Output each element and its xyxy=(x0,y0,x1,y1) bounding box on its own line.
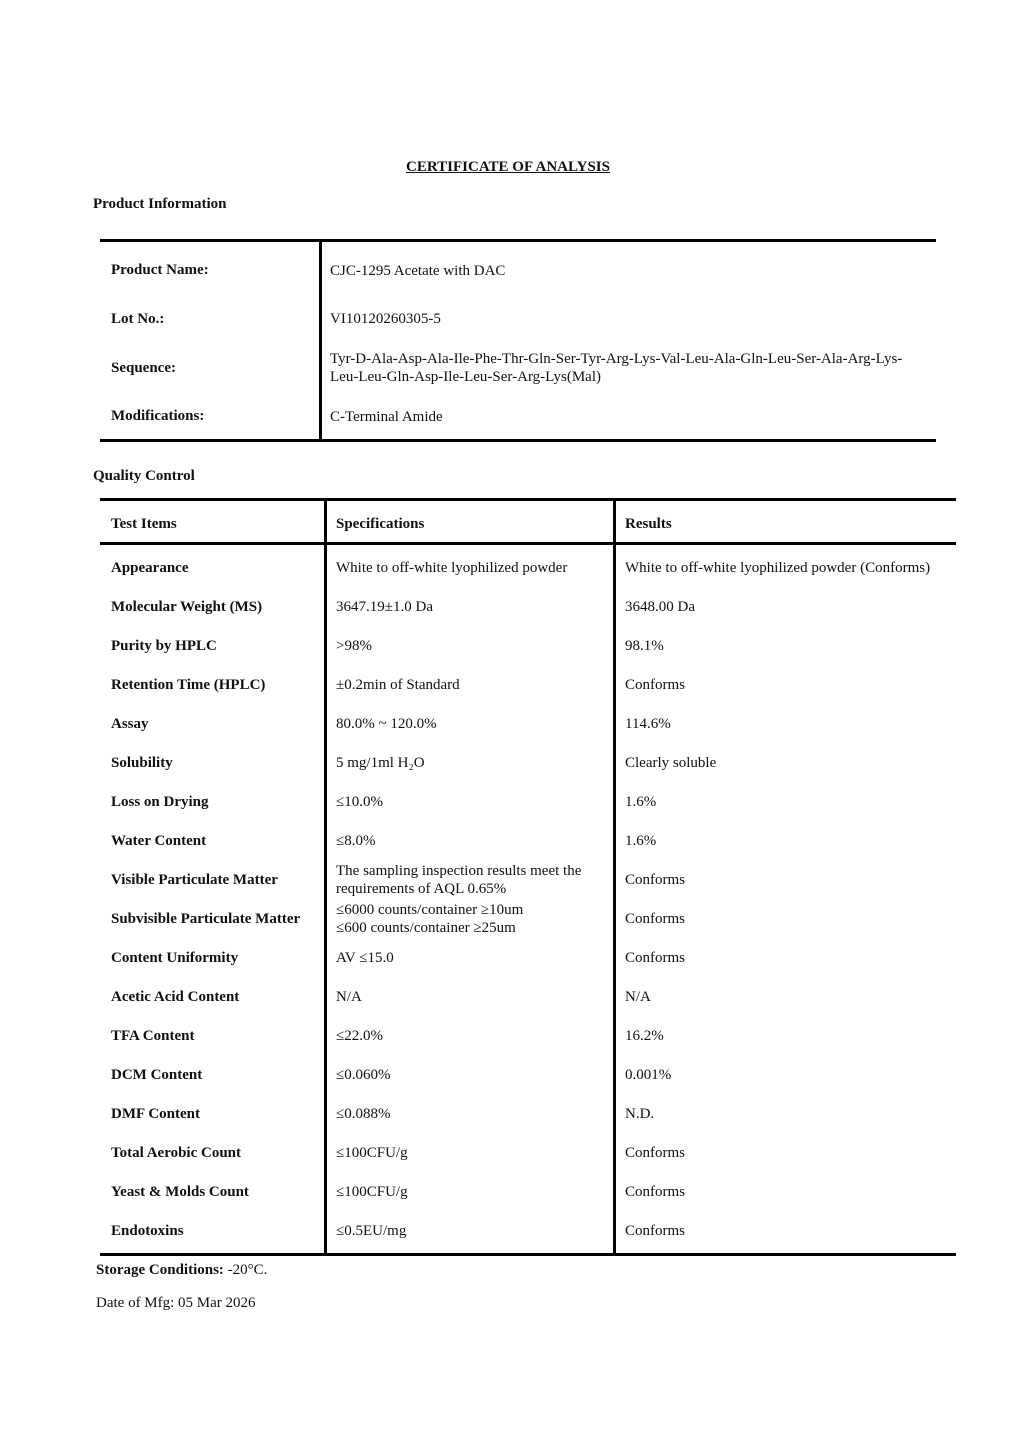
table-row xyxy=(100,665,956,704)
test-item-cell: Water Content xyxy=(111,832,207,849)
specification-cell: >98% xyxy=(336,637,372,654)
product-information-table xyxy=(100,239,936,442)
result-cell: Conforms xyxy=(625,910,685,927)
specification-cell: 80.0% ~ 120.0% xyxy=(336,715,437,732)
specification-cell: ≤0.088% xyxy=(336,1105,391,1122)
result-cell: N/A xyxy=(625,988,651,1005)
document-title: CERTIFICATE OF ANALYSIS xyxy=(406,159,610,175)
table-row xyxy=(100,1055,956,1094)
result-cell: Conforms xyxy=(625,676,685,693)
storage-label: Storage Conditions: xyxy=(96,1262,224,1278)
result-cell: Conforms xyxy=(625,871,685,888)
test-item-cell: Solubility xyxy=(111,754,173,771)
specification-cell: ≤100CFU/g xyxy=(336,1144,408,1161)
test-item-cell: Total Aerobic Count xyxy=(111,1144,242,1161)
test-item-cell: Endotoxins xyxy=(111,1222,184,1239)
test-item-cell: Acetic Acid Content xyxy=(111,988,240,1005)
table-row xyxy=(100,1211,956,1250)
table-row xyxy=(100,782,956,821)
specification-cell: ±0.2min of Standard xyxy=(336,676,460,693)
test-item-cell: Loss on Drying xyxy=(111,793,209,810)
test-item-cell: DMF Content xyxy=(111,1105,201,1122)
test-item-cell: DCM Content xyxy=(111,1066,203,1083)
info-label: Sequence: xyxy=(111,360,176,376)
specification-cell: ≤22.0% xyxy=(336,1027,383,1044)
specification-cell: White to off-white lyophilized powder xyxy=(336,559,568,576)
info-label: Modifications: xyxy=(111,408,205,424)
column-header-test-items: Test Items xyxy=(111,516,177,532)
specification-cell: ≤6000 counts/container ≥10um ≤600 counts/container ≥25um xyxy=(336,901,524,936)
result-cell: Conforms xyxy=(625,1183,685,1200)
specification-cell: 5 mg/1ml H₂O xyxy=(336,754,425,771)
test-item-cell: Subvisible Particulate Matter xyxy=(111,910,301,927)
specification-cell: ≤100CFU/g xyxy=(336,1183,408,1200)
test-item-cell: Molecular Weight (MS) xyxy=(111,598,263,615)
result-cell: 3648.00 Da xyxy=(625,598,695,615)
table-row xyxy=(100,1016,956,1055)
specification-cell: ≤0.060% xyxy=(336,1066,391,1083)
test-item-cell: Purity by HPLC xyxy=(111,637,217,654)
info-label: Product Name: xyxy=(111,262,209,278)
test-item-cell: Content Uniformity xyxy=(111,949,239,966)
table-row xyxy=(100,1133,956,1172)
result-cell: 98.1% xyxy=(625,637,664,654)
specification-cell: 3647.19±1.0 Da xyxy=(336,598,433,615)
table-row xyxy=(100,899,956,938)
test-item-cell: Yeast & Molds Count xyxy=(111,1183,249,1200)
table-row xyxy=(100,548,956,587)
test-item-cell: Retention Time (HPLC) xyxy=(111,676,266,693)
storage-value: -20°C. xyxy=(223,1262,268,1278)
result-cell: 16.2% xyxy=(625,1027,664,1044)
table-row xyxy=(100,743,956,782)
info-value: VI10120260305-5 xyxy=(330,311,441,327)
result-cell: 114.6% xyxy=(625,715,671,732)
result-cell: N.D. xyxy=(625,1105,655,1122)
info-value: CJC-1295 Acetate with DAC xyxy=(330,263,506,279)
table-row xyxy=(100,1094,956,1133)
test-item-cell: Appearance xyxy=(111,559,189,576)
column-header-specifications: Specifications xyxy=(336,516,425,532)
specification-cell: AV ≤15.0 xyxy=(336,949,394,966)
storage-conditions xyxy=(96,1262,267,1279)
quality-control-heading: Quality Control xyxy=(93,468,195,484)
info-value: C-Terminal Amide xyxy=(330,409,443,425)
product-information-heading: Product Information xyxy=(93,196,227,212)
info-label: Lot No.: xyxy=(111,311,165,327)
test-item-cell: Visible Particulate Matter xyxy=(111,871,278,888)
result-cell: Clearly soluble xyxy=(625,754,717,771)
specification-cell: ≤0.5EU/mg xyxy=(336,1222,407,1239)
result-cell: Conforms xyxy=(625,1222,685,1239)
table-row xyxy=(100,860,956,899)
table-row xyxy=(100,626,956,665)
result-cell: 0.001% xyxy=(625,1066,672,1083)
result-cell: 1.6% xyxy=(625,832,657,849)
column-header-results: Results xyxy=(625,516,672,532)
info-value: Tyr-D-Ala-Asp-Ala-Ile-Phe-Thr-Gln-Ser-Tyr-Arg-Lys-Val-Leu-Ala-Gln-Leu-Ser-Ala-Arg-Lys-Leu-Leu-Gln-Asp-Ile-Leu-Ser-Arg-Lys(Mal) xyxy=(330,351,903,385)
table-row xyxy=(100,977,956,1016)
test-item-cell: Assay xyxy=(111,715,149,732)
specification-cell: ≤8.0% xyxy=(336,832,376,849)
table-row xyxy=(100,587,956,626)
result-cell: 1.6% xyxy=(625,793,657,810)
table-row xyxy=(100,938,956,977)
result-cell: White to off-white lyophilized powder (Conforms) xyxy=(625,559,931,576)
table-row xyxy=(100,1172,956,1211)
result-cell: Conforms xyxy=(625,1144,685,1161)
table-row xyxy=(100,704,956,743)
table-row xyxy=(100,821,956,860)
info-column-divider xyxy=(319,242,322,439)
specification-cell: ≤10.0% xyxy=(336,793,383,810)
specification-cell: The sampling inspection results meet the requirements of AQL 0.65% xyxy=(336,862,582,897)
result-cell: Conforms xyxy=(625,949,685,966)
test-item-cell: TFA Content xyxy=(111,1027,195,1044)
specification-cell: N/A xyxy=(336,988,362,1005)
manufacture-date: Date of Mfg: 05 Mar 2026 xyxy=(96,1295,256,1311)
qc-header-separator xyxy=(100,542,956,545)
quality-control-table xyxy=(100,498,956,1256)
